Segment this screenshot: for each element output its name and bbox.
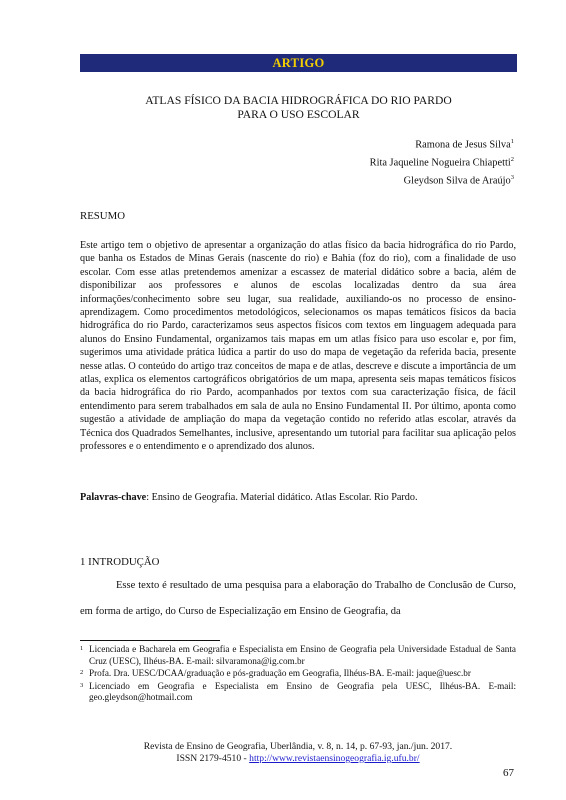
abstract-text: Este artigo tem o objetivo de apresentar a organização do atlas físico da bacia hidrográfica do rio Pardo, que banha os Estados de Minas Gerais (nascente do rio) e Bahia (foz do rio), com a finalidade de uso escolar. Com esse atlas pretendemos amenizar a escassez de material didático sobre a bacia, além de disponibilizar aos professores e alunos de escolas localizadas dentro da sua área informações/conhecimento sobre seu lugar, sua realidade, auxiliando-os no processo de ensino-aprendizagem. Como procedimentos metodológicos, selecionamos os mapas temáticos físicos da bacia hidrográfica do rio Pardo, caracterizamos seus aspectos físicos com textos em linguagem adequada para alunos do Ensino Fundamental, organizamos tais mapas em um atlas físico para uso escolar e, por fim, sugerimos uma atividade prática lúdica a partir do uso do mapa de vegetação da referida bacia, presente nesse atlas. O conteúdo do artigo traz conceitos de mapa e de atlas, descreve e discute a importância de um atlas, explica os elementos cartográficos obrigatórios de um mapa, apresenta seis mapas temáticos físicos da bacia hidrográfica do rio Pardo, acompanhados por textos com sua caracterização física, de fácil entendimento para serem trabalhados em sala de aula no Ensino Fundamental II. Por último, aponta como sugestão a atividade de ampliação do mapa da vegetação contido no referido atlas escolar, através da Técnica dos Quadrados Semelhantes, inclusive, apresentando um tutorial para facilitar sua aplicação pelos professores e o entendimento e o aprendizado dos alunos. xyxy=(80,240,516,453)
intro-text: Esse texto é resultado de uma pesquisa para a elaboração do Trabalho de Conclusão de Curso, em forma de artigo, do Curso de Especialização em Ensino de Geografia, da xyxy=(80,580,516,617)
intro-heading: 1 INTRODUÇÃO xyxy=(80,556,160,568)
abstract-heading: RESUMO xyxy=(80,210,125,222)
page-number: 67 xyxy=(503,767,514,779)
author-name: Ramona de Jesus Silva xyxy=(415,139,511,151)
journal-issn-line xyxy=(80,753,516,765)
footnote-text: Licenciado em Geografia e Especialista em Ensino de Geografia pela UESC, Ilhéus-BA. E-mail: geo.gleydson@hotmail.com xyxy=(89,680,516,703)
footnote-text: Profa. Dra. UESC/DCAA/graduação e pós-graduação em Geografia, Ilhéus-BA. E-mail: jaque@uesc.br xyxy=(89,668,471,679)
article-type-label: ARTIGO xyxy=(272,56,325,70)
article-type-banner xyxy=(80,54,517,72)
title-line-2: PARA O USO ESCOLAR xyxy=(237,108,360,121)
author-footnote-ref[interactable]: 3 xyxy=(510,173,514,181)
keywords-text: : Ensino de Geografia. Material didático. Atlas Escolar. Rio Pardo. xyxy=(146,492,418,503)
footnote-marker: 2 xyxy=(80,669,84,677)
author-list xyxy=(370,135,514,189)
author-footnote-ref[interactable]: 2 xyxy=(510,155,514,163)
footnote-marker: 1 xyxy=(80,645,84,652)
keywords xyxy=(80,491,516,504)
footnotes xyxy=(80,644,516,705)
author xyxy=(370,171,514,189)
journal-citation: Revista de Ensino de Geografia, Uberlândia, v. 8, n. 14, p. 67-93, jan./jun. 2017. xyxy=(143,741,453,752)
author-footnote-ref[interactable]: 1 xyxy=(510,138,514,145)
journal-url-link[interactable]: http://www.revistaensinogeografia.ig.ufu.br/ xyxy=(249,753,420,764)
author-name: Rita Jaqueline Nogueira Chiapetti xyxy=(369,157,511,169)
keywords-label: Palavras-chave xyxy=(80,492,147,503)
footnote-marker: 3 xyxy=(80,681,84,689)
footnote xyxy=(80,668,516,680)
footnote xyxy=(80,644,516,667)
title-line-1: ATLAS FÍSICO DA BACIA HIDROGRÁFICA DO RIO PARDO xyxy=(145,94,452,107)
author xyxy=(370,135,514,153)
footnote xyxy=(80,681,516,704)
issn: ISSN 2179-4510 - xyxy=(176,753,250,764)
author xyxy=(370,153,514,171)
author-name: Gleydson Silva de Araújo xyxy=(403,175,511,187)
footnote-separator xyxy=(80,640,220,641)
journal-footer xyxy=(80,741,516,765)
paper-title xyxy=(80,94,517,122)
footnote-text: Licenciada e Bacharela em Geografia e Especialista em Ensino de Geografia pela Universidade Estadual de Santa Cruz (UESC), Ilhéus-BA. E-mail: silvaramona@ig.com.br xyxy=(89,644,516,666)
